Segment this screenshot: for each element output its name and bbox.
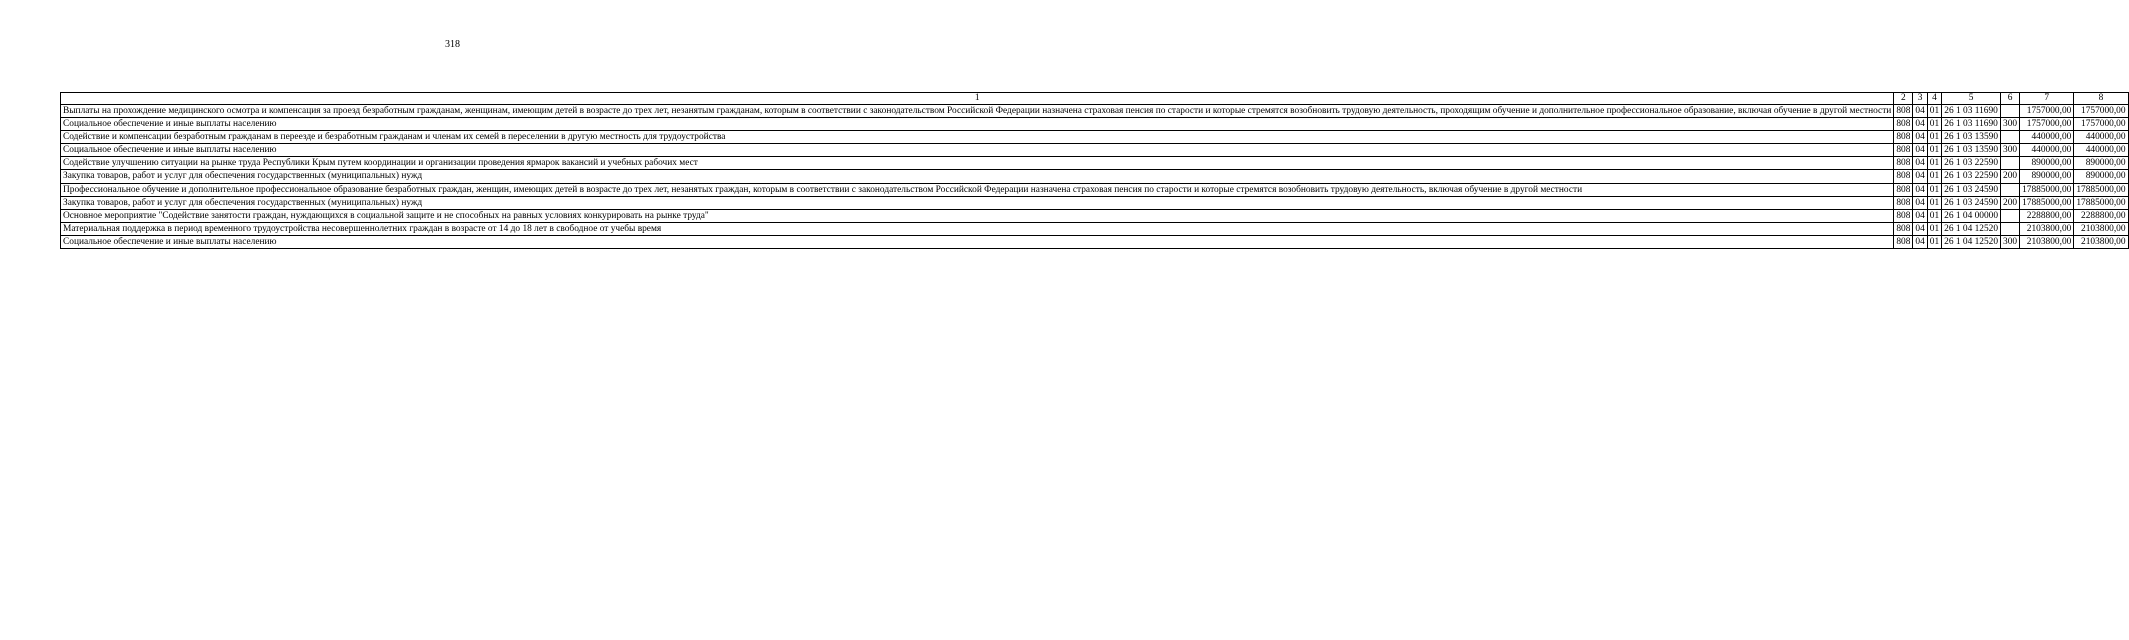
row-expense-type [2001,183,2020,196]
table-row [61,170,2129,183]
row-target-article: 26 1 03 24590 [1942,196,2001,209]
row-amount-col8: 2288800,00 [2074,209,2128,222]
row-description: Содействие улучшению ситуации на рынке труда Республики Крым путем координации и организации проведения ярмарок вакансий и учебных рабочих мест [61,157,1894,170]
table-row [61,222,2129,235]
row-subsection-code: 01 [1927,105,1941,118]
row-expense-type: 300 [2001,118,2020,131]
header-cell: 8 [2074,93,2128,105]
row-ministry-code: 808 [1894,235,1913,248]
header-cell: 5 [1942,93,2001,105]
row-target-article: 26 1 04 00000 [1942,209,2001,222]
row-amount-col7: 440000,00 [2020,144,2074,157]
row-expense-type: 200 [2001,196,2020,209]
row-expense-type: 300 [2001,235,2020,248]
row-section-code: 04 [1913,105,1927,118]
row-subsection-code: 01 [1927,118,1941,131]
row-ministry-code: 808 [1894,118,1913,131]
row-section-code: 04 [1913,170,1927,183]
header-cell: 6 [2001,93,2020,105]
row-amount-col8: 1757000,00 [2074,105,2128,118]
row-description: Социальное обеспечение и иные выплаты населению [61,144,1894,157]
row-amount-col7: 1757000,00 [2020,105,2074,118]
row-section-code: 04 [1913,235,1927,248]
row-ministry-code: 808 [1894,105,1913,118]
row-section-code: 04 [1913,144,1927,157]
row-expense-type: 200 [2001,170,2020,183]
row-subsection-code: 01 [1927,157,1941,170]
row-expense-type [2001,222,2020,235]
row-target-article: 26 1 03 13590 [1942,131,2001,144]
row-amount-col8: 440000,00 [2074,131,2128,144]
header-cell: 3 [1913,93,1927,105]
page-number: 318 [445,39,460,50]
row-section-code: 04 [1913,183,1927,196]
table-row [61,118,2129,131]
row-description: Основное мероприятие "Содействие занятости граждан, нуждающихся в социальной защите и не способных на равных условиях конкурировать на рынке труда" [61,209,1894,222]
row-ministry-code: 808 [1894,157,1913,170]
row-section-code: 04 [1913,118,1927,131]
row-amount-col8: 17885000,00 [2074,196,2128,209]
row-amount-col7: 1757000,00 [2020,118,2074,131]
row-amount-col8: 890000,00 [2074,170,2128,183]
table-row [61,183,2129,196]
header-row [61,93,2129,105]
row-description: Социальное обеспечение и иные выплаты населению [61,118,1894,131]
table-row [61,196,2129,209]
row-target-article: 26 1 03 13590 [1942,144,2001,157]
row-subsection-code: 01 [1927,170,1941,183]
row-subsection-code: 01 [1927,209,1941,222]
row-amount-col8: 1757000,00 [2074,118,2128,131]
row-description: Социальное обеспечение и иные выплаты населению [61,235,1894,248]
row-section-code: 04 [1913,222,1927,235]
row-ministry-code: 808 [1894,209,1913,222]
row-description: Закупка товаров, работ и услуг для обеспечения государственных (муниципальных) нужд [61,170,1894,183]
table-row [61,105,2129,118]
row-subsection-code: 01 [1927,131,1941,144]
row-amount-col7: 17885000,00 [2020,196,2074,209]
row-subsection-code: 01 [1927,144,1941,157]
header-cell: 4 [1927,93,1941,105]
row-amount-col8: 2103800,00 [2074,235,2128,248]
row-target-article: 26 1 03 11690 [1942,118,2001,131]
row-description: Материальная поддержка в период временного трудоустройства несовершеннолетних граждан в возрасте от 14 до 18 лет в свободное от учебы время [61,222,1894,235]
table-row [61,209,2129,222]
row-description: Закупка товаров, работ и услуг для обеспечения государственных (муниципальных) нужд [61,196,1894,209]
header-cell: 1 [61,93,1894,105]
row-subsection-code: 01 [1927,222,1941,235]
row-ministry-code: 808 [1894,131,1913,144]
row-target-article: 26 1 03 24590 [1942,183,2001,196]
row-amount-col7: 2103800,00 [2020,235,2074,248]
row-expense-type: 300 [2001,144,2020,157]
row-amount-col7: 890000,00 [2020,170,2074,183]
row-subsection-code: 01 [1927,183,1941,196]
row-amount-col7: 17885000,00 [2020,183,2074,196]
row-target-article: 26 1 03 22590 [1942,170,2001,183]
row-amount-col7: 440000,00 [2020,131,2074,144]
row-description: Выплаты на прохождение медицинского осмотра и компенсация за проезд безработным гражданам, женщинам, имеющим детей в возрасте до трех лет, незанятым гражданам, которым в соответствии с законодательством Российской Федерации назначена страховая пенсия по старости и которые стремятся возобновить трудовую деятельность, проходящим обучение и дополнительное профессиональное образование, включая обучение в другой местности [61,105,1894,118]
row-amount-col8: 890000,00 [2074,157,2128,170]
row-ministry-code: 808 [1894,183,1913,196]
row-expense-type [2001,105,2020,118]
table-row [61,144,2129,157]
row-ministry-code: 808 [1894,196,1913,209]
row-ministry-code: 808 [1894,170,1913,183]
row-amount-col7: 2288800,00 [2020,209,2074,222]
row-target-article: 26 1 03 11690 [1942,105,2001,118]
row-amount-col8: 2103800,00 [2074,222,2128,235]
row-target-article: 26 1 03 22590 [1942,157,2001,170]
row-amount-col8: 440000,00 [2074,144,2128,157]
row-description: Профессиональное обучение и дополнительное профессиональное образование безработных граждан, женщин, имеющих детей в возрасте до трех лет, незанятых граждан, которым в соответствии с законодательством Российской Федерации назначена страховая пенсия по старости и которые стремятся возобновить трудовую деятельность, включая обучение в другой местности [61,183,1894,196]
row-subsection-code: 01 [1927,196,1941,209]
row-expense-type [2001,131,2020,144]
row-ministry-code: 808 [1894,222,1913,235]
row-description: Содействие и компенсации безработным гражданам в переезде и безработным гражданам и членам их семей в переселении в другую местность для трудоустройства [61,131,1894,144]
table-row [61,235,2129,248]
row-section-code: 04 [1913,157,1927,170]
budget-table [60,92,2129,249]
row-expense-type [2001,157,2020,170]
row-target-article: 26 1 04 12520 [1942,222,2001,235]
row-section-code: 04 [1913,196,1927,209]
row-section-code: 04 [1913,131,1927,144]
row-amount-col7: 2103800,00 [2020,222,2074,235]
table-row [61,157,2129,170]
row-target-article: 26 1 04 12520 [1942,235,2001,248]
header-cell: 2 [1894,93,1913,105]
row-amount-col8: 17885000,00 [2074,183,2128,196]
header-cell: 7 [2020,93,2074,105]
row-section-code: 04 [1913,209,1927,222]
row-expense-type [2001,209,2020,222]
row-subsection-code: 01 [1927,235,1941,248]
row-amount-col7: 890000,00 [2020,157,2074,170]
row-ministry-code: 808 [1894,144,1913,157]
table-row [61,131,2129,144]
